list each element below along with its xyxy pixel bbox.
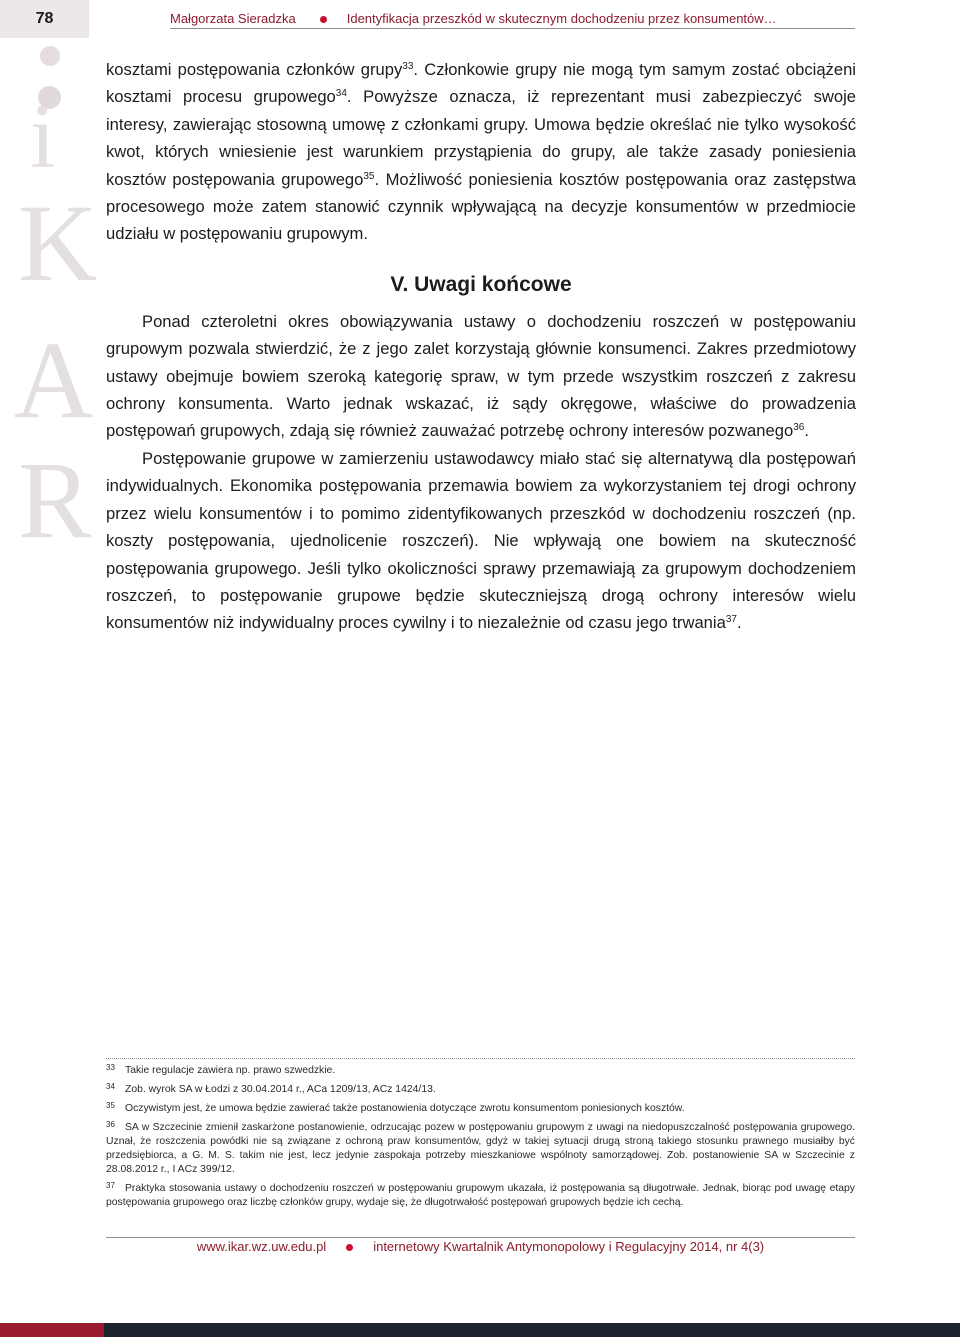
footnote: 33 Takie regulacje zawiera np. prawo szwedzkie. [106, 1063, 336, 1076]
bottom-bar [104, 1323, 960, 1337]
header-author: Małgorzata Sieradzka [170, 11, 296, 26]
footnote-ref[interactable]: 36 [793, 422, 805, 434]
footnote-ref[interactable]: 33 [402, 61, 414, 72]
footnotes [106, 1064, 855, 1215]
logo-letter-r: R [18, 439, 92, 561]
logo-dot-icon [40, 46, 60, 66]
footnote-text: Zob. wyrok SA w Łodzi z 30.04.2014 r., ACa 1209/13, ACz 1424/13. [125, 1084, 436, 1095]
header-title: Identyfikacja przeszkód w skutecznym dochodzeniu przez konsumentów… [346, 11, 777, 26]
footnote-text: Takie regulacje zawiera np. prawo szwedzkie. [125, 1065, 336, 1076]
bullet-dot-icon [346, 1244, 353, 1251]
footnote: 37 Praktyka stosowania ustawy o dochodzeniu roszczeń w postępowaniu grupowym ukazała, iż postępowania są długotrwałe. Jednak, biorąc pod uwagę etapy postępowania grupowego oraz liczbę członków grupy, wydaje się, że długotrwałość postępowań grupowych będzie ich cechą. [106, 1181, 855, 1208]
footnote-text: Oczywistym jest, że umowa będzie zawierać także postanowienia dotyczące zwrotu konsumentom poniesionych kosztów. [125, 1103, 685, 1114]
footnote: 35 Oczywistym jest, że umowa będzie zawierać także postanowienia dotyczące zwrotu konsumentom poniesionych kosztów. [106, 1101, 685, 1114]
footnote-ref[interactable]: 37 [725, 614, 737, 626]
footnote-text: Praktyka stosowania ustawy o dochodzeniu roszczeń w postępowaniu grupowym ukazała, iż postępowania są długotrwałe. Jednak, biorąc pod uwagę etapy postępowania grupowego oraz liczbę członków grupy, wydaje się, że długotrwałość postępowań grupowych będzie ich cechą. [106, 1183, 855, 1208]
footer-url-link[interactable]: www.ikar.wz.uw.edu.pl [196, 1239, 327, 1254]
footnote: 34 Zob. wyrok SA w Łodzi z 30.04.2014 r., ACa 1209/13, ACz 1424/13. [106, 1082, 436, 1095]
article-body [106, 56, 856, 637]
header-rule [170, 28, 855, 29]
logo-letter-a: A [14, 319, 94, 441]
footnote-ref[interactable]: 34 [335, 88, 347, 100]
paragraph: Postępowanie grupowe w zamierzeniu ustawodawcy miało stać się alternatywą dla postępowań indywidualnych. Ekonomika postępowania przemawia bowiem za wykorzystaniem tej drogi ochrony przez wielu konsumentów i to pomimo zidentyfikowanych przeszkód w dochodzeniu roszczeń (np. koszty postępowania, ujednolicenie roszczeń). Nie wpływają one bowiem na skuteczność postępowania grupowego. Jeśli tylko okoliczności sprawy przemawiają za grupowym dochodzeniem roszczeń, to postępowanie grupowe będzie skuteczniejszą drogą ochrony interesów wielu konsumentów niż indywidualny proces cywilny i to niezależnie od czasu jego trwania$^{37}$. [106, 448, 856, 633]
footnote: 36 SA w Szczecinie zmienił zaskarżone postanowienie, odrzucając pozew w postępowaniu grupowym z uwagi na niedopuszczalność postępowania grupowego. Uznał, że roszczenia powódki nie są związane z ochroną praw konsumentów, gdyż w takiej sytuacji drugą stroną takiego stosunku prawnego musiałby być przedsiębiorca, a G. M. S. takim nie jest, lecz jedynie zaspokaja potrzeby mieszkaniowe wspólnoty samorządowej. Zob. postanowienie SA w Szczecinie z 28.08.2012 r., I ACz 399/12. [106, 1120, 855, 1175]
footnote-ref[interactable]: 35 [363, 170, 375, 182]
bullet-dot-icon [320, 16, 327, 23]
section-heading: V. Uwagi końcowe [390, 272, 572, 296]
running-header [170, 11, 855, 26]
footer-journal: internetowy Kwartalnik Antymonopolowy i Regulacyjny 2014, nr 4(3) [373, 1239, 765, 1254]
paragraph: kosztami postępowania członków grupy$^{33}$. Członkowie grupy nie mogą tym samym zostać obciążeni kosztami procesu grupowego$^{34}$. Powyższe oznacza, iż reprezentant musi zabezpieczyć swoje interesy, zawierając stosowną umowę z członkami grupy. Umowa będzie określać nie tylko wysokość kwot, których wniesienie jest warunkiem przystąpienia do grupy, ale także zasady poniesienia kosztów postępowania grupowego$^{35}$. Możliwość poniesienia kosztów postępowania oraz zastępstwa procesowego może zatem stanowić czynnik wpływającą na decyzje konsumentów w przedmiocie udziału w postępowaniu grupowym. [106, 60, 856, 244]
footer-rule [106, 1237, 855, 1238]
logo-letter-i: i [30, 85, 56, 187]
footnote-rule [106, 1058, 855, 1059]
footnote-text: SA w Szczecinie zmienił zaskarżone postanowienie, odrzucając pozew w postępowaniu grupowym z uwagi na niedopuszczalność postępowania grupowego. Uznał, że roszczenia powódki nie są związane z ochroną praw konsumentów, gdyż w takiej sytuacji drugą stroną takiego stosunku prawnego musiałby być przedsiębiorca, a G. M. S. takim nie jest, lecz jedynie zaspokaja potrzeby mieszkaniowe wspólnoty samorządowej. Zob. postanowienie SA w Szczecinie z 28.08.2012 r., I ACz 399/12. [106, 1122, 855, 1175]
page-footer [106, 1239, 855, 1254]
paragraph: Ponad czteroletni okres obowiązywania ustawy o dochodzeniu roszczeń w postępowaniu grupowym pozwala stwierdzić, że z jego zalet korzystają głównie konsumenci. Zakres przedmiotowy ustawy obejmuje bowiem szeroką kategorię spraw, w tym przede wszystkim roszczeń z zakresu ochrony konsumenta. Warto jednak wskazać, iż sądy okręgowe, właściwe do prowadzenia postępowań grupowych, zdają się również zauważać potrzebę ochrony interesów pozwanego$^{36}$. [106, 311, 856, 441]
ikar-logo [0, 40, 105, 560]
bottom-bar-accent [0, 1323, 104, 1337]
logo-letter-k: K [18, 182, 98, 304]
page-number: 78 [0, 0, 89, 38]
